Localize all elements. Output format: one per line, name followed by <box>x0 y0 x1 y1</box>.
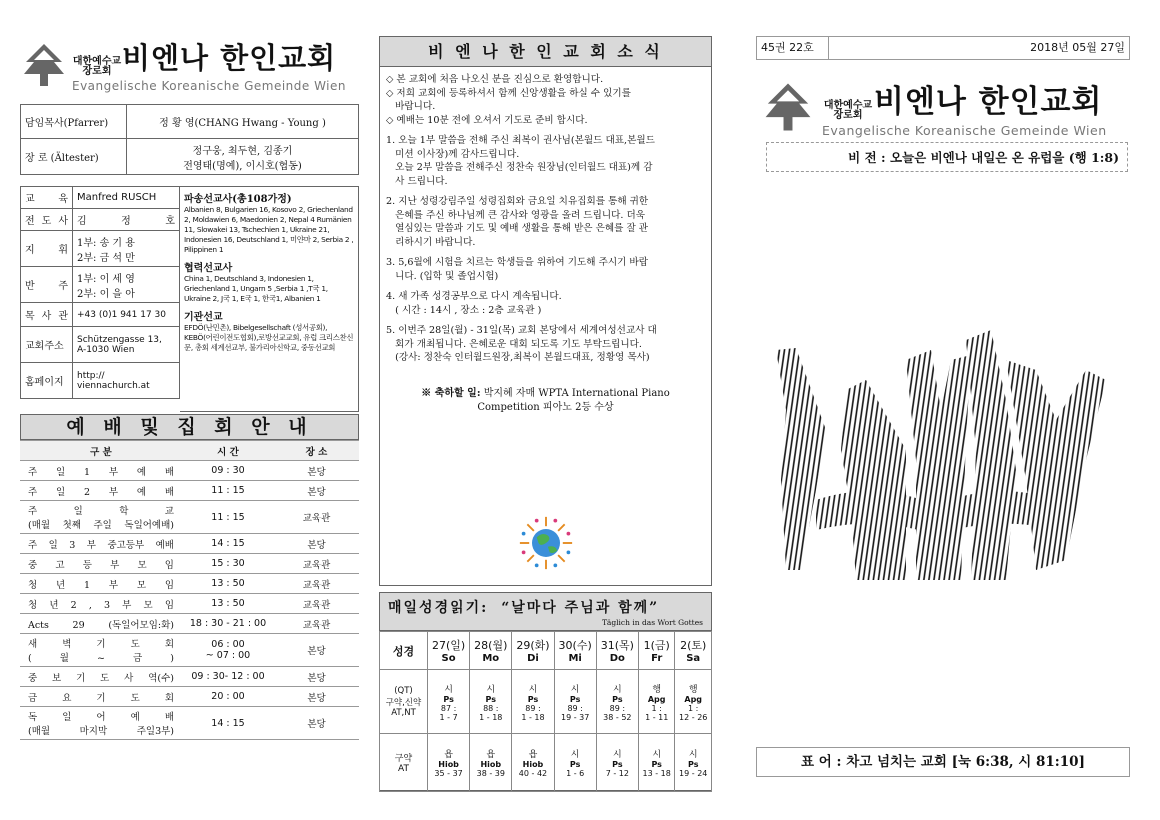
schedule-category: Acts 29 (독일어모임:화) <box>20 614 182 634</box>
bible-reading <box>675 734 712 792</box>
schedule-place: 본당 <box>274 687 359 707</box>
schedule-row <box>20 554 359 574</box>
denomination-label: 대한예수교 장로회 <box>72 56 122 77</box>
congrats <box>380 387 711 415</box>
issue-header <box>756 36 1130 60</box>
role-row <box>21 187 180 209</box>
reading-verses: 89 : 1 - 18 <box>521 703 545 722</box>
bible-day-de: Sa <box>686 653 701 664</box>
news-panel <box>379 36 712 586</box>
volume-number: 45권 22호 <box>757 37 829 59</box>
reading-book-ko: 시 <box>612 684 622 695</box>
bible-qt-row <box>380 670 712 734</box>
schedule-time: 11 : 15 <box>182 481 274 501</box>
reading-book-ko: 시 <box>688 750 698 760</box>
church-name-de: Evangelische Koreanische Gemeinde Wien <box>822 123 1107 138</box>
bible-day <box>554 632 596 670</box>
role-label: 반 주 <box>21 267 73 303</box>
motto-text: 표 어 : 차고 넘치는 교회 [눅 6:38, 시 81:10] <box>801 754 1085 770</box>
bible-day <box>470 632 512 670</box>
role-value: Schützengasse 13, A-1030 Wien <box>73 327 180 363</box>
bible-day-ko: 31(목) <box>600 639 634 652</box>
reading-book-ko: 행 <box>652 684 662 695</box>
role-value: Manfred RUSCH <box>73 187 180 209</box>
schedule-time: 15 : 30 <box>182 554 274 574</box>
bible-reading <box>675 670 712 734</box>
reading-verses: 89 : 38 - 52 <box>603 703 632 722</box>
motto-box <box>756 747 1130 777</box>
vision-box <box>766 142 1128 172</box>
reading-book-ko: 시 <box>570 684 580 695</box>
schedule-place: 교육관 <box>274 574 359 594</box>
news-item: 2. 지난 성령강림주일 성령집회와 금요일 치유집회를 통해 귀한 은혜를 주신 하나님께 큰 감사와 영광을 올려 드립니다. 더욱 열심있는 말씀과 기도 및 예배 생활을 통해 받은 은혜를 잘 관 리하시기 바랍니다. <box>386 196 649 248</box>
reading-verses: 38 - 39 <box>476 769 505 778</box>
schedule-category: 주 일 학 교 (매월 첫째 주일 독일어예배) <box>20 501 182 534</box>
reading-book-de: Hiob <box>522 760 544 769</box>
schedule-row <box>20 634 359 667</box>
reading-book-de: Hiob <box>438 760 459 769</box>
bible-day <box>675 632 712 670</box>
schedule-header-category: 구 분 <box>20 441 182 461</box>
reading-book-de: Ps <box>485 694 497 704</box>
reading-verses: 89 : 19 - 37 <box>560 703 590 722</box>
globe-icon <box>518 515 574 571</box>
reading-verses: 13 - 18 <box>642 769 671 778</box>
reading-book-ko: 욥 <box>528 750 538 760</box>
reading-book-de: Ps <box>612 760 623 769</box>
bible-day-ko: 1(금) <box>643 639 670 652</box>
bible-day <box>512 632 554 670</box>
church-name-de: Evangelische Koreanische Gemeinde Wien <box>72 79 347 93</box>
schedule-place: 본당 <box>274 634 359 667</box>
schedule-time: 09 : 30- 12 : 00 <box>182 667 274 687</box>
schedule-header-place: 장 소 <box>274 441 359 461</box>
missions-box <box>180 186 359 412</box>
schedule-title: 예 배 및 집 회 안 내 <box>20 414 359 440</box>
reading-book-de: Ps <box>569 760 581 769</box>
role-label: 지 휘 <box>21 231 73 267</box>
role-label: 목 사 관 <box>21 303 73 327</box>
cover-illustration <box>756 330 1126 590</box>
schedule-category: 새 벽 기 도 회 ( 월 ~ 금 ) <box>20 634 182 667</box>
schedule-row <box>20 461 359 481</box>
role-row <box>21 231 180 267</box>
reading-book-ko: 시 <box>444 684 453 695</box>
reading-book-de: Apg <box>647 694 666 704</box>
schedule-category: 주 일 1 부 예 배 <box>20 461 182 481</box>
schedule-header-row <box>20 441 359 461</box>
role-label: 전 도 사 <box>21 209 73 231</box>
schedule-row <box>20 574 359 594</box>
reading-verses: 88 : 1 - 18 <box>479 703 503 722</box>
schedule-place: 교육관 <box>274 554 359 574</box>
schedule-category: 독 일 어 예 배 (매월 마지막 주일3부) <box>20 707 182 740</box>
vision-text: 비 전 : 오늘은 비엔나 내일은 온 유럽을 (행 1:8) <box>848 150 1119 165</box>
church-name: 비엔나 한인교회 <box>122 41 337 75</box>
mission-text: China 1, Deutschland 3, Indonesien 1, Griechenland 1, Ungarn 5 ,Serbia 1 ,T국 1, Ukraine 2, J국 1, E국 1, 한국1, Albanien 1 <box>184 274 328 303</box>
reading-book-ko: 시 <box>612 750 622 760</box>
schedule-row <box>20 594 359 614</box>
schedule-place: 본당 <box>274 707 359 740</box>
bible-title: 매일성경읽기: <box>388 600 489 616</box>
schedule-time: 14 : 15 <box>182 707 274 740</box>
staff-row <box>21 105 359 139</box>
bible-reading <box>470 734 512 792</box>
bible-reading <box>470 670 512 734</box>
schedule-row <box>20 687 359 707</box>
reading-book-de: Ps <box>612 694 623 704</box>
reading-book-ko: 욥 <box>444 750 453 760</box>
left-panel <box>20 36 360 93</box>
congrats-label: ※ 축하할 일: <box>421 387 481 399</box>
bible-day-ko: 27(일) <box>431 639 466 652</box>
issue-date: 2018년 05월 27일 <box>1030 41 1125 54</box>
schedule-place: 교육관 <box>274 594 359 614</box>
news-item: ◇ 저희 교회에 등록하셔서 함께 신앙생활을 하실 수 있기를 바랍니다. <box>386 87 631 112</box>
reading-book-ko: 시 <box>528 684 538 695</box>
reading-book-ko: 행 <box>688 684 698 695</box>
role-row <box>21 209 180 231</box>
bible-day-de: Fr <box>651 653 663 664</box>
role-row <box>21 267 180 303</box>
role-label: 홈페이지 <box>21 363 73 399</box>
news-item: 5. 이번주 28일(월) - 31일(목) 교회 본당에서 세계여성선교사 대 회가 개최됩니다. 은혜로운 대회 되도록 기도 부탁드립니다. (강사: 정찬숙 인터월드원장,최복이 본월드대표, 정황영 목사) <box>386 325 657 363</box>
bible-row-label: 성경 <box>380 632 428 670</box>
schedule-row <box>20 481 359 501</box>
reading-book-de: Ps <box>687 760 699 769</box>
cover-logo <box>760 76 1107 138</box>
schedule-category: 청 년 1 부 모 임 <box>20 574 182 594</box>
bible-reading <box>512 670 554 734</box>
schedule-place: 교육관 <box>274 501 359 534</box>
role-row <box>21 363 180 399</box>
mission-text: Albanien 8, Bulgarien 16, Kosovo 2, Griechenland 2, Moldawien 6, Maedonien 2, Nepal 4 Rumänien 11, Slowakei 13, Tschechien 1, Ukraine 21, Indonesien 16, Deutschland 1, 미얀마 2, Serbia 2 , Pilippinen 1 <box>184 205 354 254</box>
staff-label: 담임목사(Pfarrer) <box>21 105 127 139</box>
role-label: 교 육 <box>21 187 73 209</box>
staff-label: 장 로 (Ältester) <box>21 139 127 175</box>
reading-book-de: Ps <box>443 694 454 704</box>
role-value: 김 정 호 <box>73 209 180 231</box>
schedule-category: 금 요 기 도 회 <box>20 687 182 707</box>
schedule-category: 청 년 2 , 3 부 모 임 <box>20 594 182 614</box>
bible-reading <box>638 670 675 734</box>
schedule-category: 주 일 2 부 예 배 <box>20 481 182 501</box>
reading-book-de: Ps <box>569 694 581 704</box>
bible-day <box>596 632 638 670</box>
mission-text: EFDÖ(난민촌), Bibelgesellschaft (성서공회), KEBÖ(어린이전도협회),로방선교교회, 유럽 크리스찬신문, 총회 세계선교부, 불가리아신학교, 중동선교회 <box>184 323 354 352</box>
mission-block <box>184 308 354 353</box>
bible-reading <box>638 734 675 792</box>
bible-subtitle: Täglich in das Wort Gottes <box>602 618 703 627</box>
church-name: 비엔나 한인교회 <box>874 84 1103 120</box>
news-body <box>380 67 711 365</box>
role-label: 교회주소 <box>21 327 73 363</box>
bible-reading <box>554 670 596 734</box>
reading-verses: 1 : 1 - 11 <box>645 703 669 722</box>
schedule-table <box>20 440 359 740</box>
schedule-time: 06 : 00 ~ 07 : 00 <box>182 634 274 667</box>
church-logo-icon <box>20 40 68 90</box>
schedule-row <box>20 534 359 554</box>
schedule-header-time: 시 간 <box>182 441 274 461</box>
bible-day-de: Do <box>609 653 625 664</box>
bible-days-row <box>380 632 712 670</box>
schedule-place: 본당 <box>274 461 359 481</box>
staff-value: 정 황 영(CHANG Hwang - Young ) <box>127 105 359 139</box>
congrats-text: 박지혜 자매 WPTA International Piano Competition 피아노 2등 수상 <box>477 387 670 413</box>
news-item: 1. 오늘 1부 말씀을 전해 주신 최복이 권사님(본월드 대표,본월드 미션 이사장)께 감사드립니다. 오늘 2부 말씀을 전해주신 정찬숙 원장님(인터월드 대표)께 감 사 드립니다. <box>386 135 655 187</box>
schedule-row <box>20 707 359 740</box>
news-item: 4. 새 가족 성경공부으로 다시 계속됩니다. ( 시간 : 14시 , 장소 : 2층 교육관 ) <box>386 291 562 316</box>
role-value: http:// viennachurch.at <box>73 363 180 399</box>
denomination-label: 대한예수교 장로회 <box>823 100 873 121</box>
bible-day <box>428 632 470 670</box>
schedule-place: 본당 <box>274 667 359 687</box>
schedule-row <box>20 667 359 687</box>
schedule-category: 중 보 기 도 사 역(수) <box>20 667 182 687</box>
mission-title: 협력선교사 <box>184 263 233 274</box>
reading-verses: 40 - 42 <box>518 769 548 778</box>
reading-book-de: Hiob <box>480 760 502 769</box>
news-title: 비 엔 나 한 인 교 회 소 식 <box>380 37 711 67</box>
schedule-time: 13 : 50 <box>182 594 274 614</box>
bible-day <box>638 632 675 670</box>
reading-verses: 19 - 24 <box>679 769 708 778</box>
schedule-row <box>20 614 359 634</box>
news-item: ◇ 본 교회에 처음 나오신 분을 진심으로 환영합니다. <box>386 74 604 85</box>
schedule-time: 09 : 30 <box>182 461 274 481</box>
bible-reading <box>596 670 638 734</box>
bible-day-de: Di <box>527 653 539 664</box>
bible-reading <box>596 734 638 792</box>
bible-day-ko: 28(월) <box>474 639 508 652</box>
mission-title: 파송선교사(총108가정) <box>184 194 292 205</box>
church-logo-icon <box>760 79 816 135</box>
roles-table <box>20 186 180 399</box>
reading-verses: 1 - 6 <box>566 769 585 778</box>
bible-at-row <box>380 734 712 792</box>
role-value: 1부: 송 기 용 2부: 금 석 만 <box>73 231 180 267</box>
church-logo <box>20 36 360 93</box>
schedule-category: 중 고 등 부 모 임 <box>20 554 182 574</box>
reading-verses: 35 - 37 <box>434 769 463 778</box>
bible-day-de: So <box>441 653 456 664</box>
role-value: +43 (0)1 941 17 30 <box>73 303 180 327</box>
staff-row <box>21 139 359 175</box>
staff-table <box>20 104 359 175</box>
schedule-time: 18 : 30 - 21 : 00 <box>182 614 274 634</box>
bible-reading <box>428 670 470 734</box>
staff-value: 정구웅, 최두현, 김종기 전영태(명예), 이시호(협동) <box>127 139 359 175</box>
bible-panel <box>379 592 712 791</box>
schedule-category: 주 일 3 부 중고등부 예배 <box>20 534 182 554</box>
bible-theme: “날마다 주님과 함께” <box>501 600 660 616</box>
reading-book-ko: 욥 <box>486 750 496 760</box>
schedule-time: 14 : 15 <box>182 534 274 554</box>
bible-reading <box>428 734 470 792</box>
news-item: 3. 5,6월에 시험을 치르는 학생들을 위하여 기도해 주시기 바랍 니다. (입학 및 졸업시험) <box>386 257 648 282</box>
schedule-time: 20 : 00 <box>182 687 274 707</box>
bible-table <box>379 631 712 792</box>
reading-book-ko: 시 <box>570 750 580 760</box>
schedule-time: 11 : 15 <box>182 501 274 534</box>
reading-book-de: Apg <box>684 694 703 704</box>
schedule-row <box>20 501 359 534</box>
reading-book-de: Ps <box>527 694 539 704</box>
reading-verses: 87 : 1 - 7 <box>439 703 458 722</box>
bible-reading <box>512 734 554 792</box>
news-item: ◇ 예배는 10분 전에 오셔서 기도로 준비 합시다. <box>386 114 588 126</box>
bible-day-de: Mi <box>568 653 582 664</box>
schedule-place: 교육관 <box>274 614 359 634</box>
mission-title: 기관선교 <box>184 312 223 323</box>
role-row <box>21 327 180 363</box>
bible-day-de: Mo <box>482 653 500 664</box>
bible-reading <box>554 734 596 792</box>
reading-book-ko: 시 <box>486 684 496 695</box>
bible-day-ko: 30(수) <box>558 639 592 652</box>
bible-day-ko: 29(화) <box>516 639 550 652</box>
role-row <box>21 303 180 327</box>
schedule-place: 본당 <box>274 481 359 501</box>
bible-day-ko: 2(토) <box>680 639 707 652</box>
reading-book-de: Ps <box>651 760 662 769</box>
bible-row-label: (QT) 구약,신약 AT,NT <box>380 670 428 734</box>
bible-row-label: 구약 AT <box>380 734 428 792</box>
schedule-place: 본당 <box>274 534 359 554</box>
mission-block <box>184 259 354 304</box>
reading-verses: 7 - 12 <box>605 769 629 778</box>
schedule-time: 13 : 50 <box>182 574 274 594</box>
role-value: 1부: 이 세 영 2부: 이 을 아 <box>73 267 180 303</box>
reading-verses: 1 : 12 - 26 <box>679 703 708 722</box>
mission-block <box>184 190 354 255</box>
reading-book-ko: 시 <box>652 750 662 760</box>
